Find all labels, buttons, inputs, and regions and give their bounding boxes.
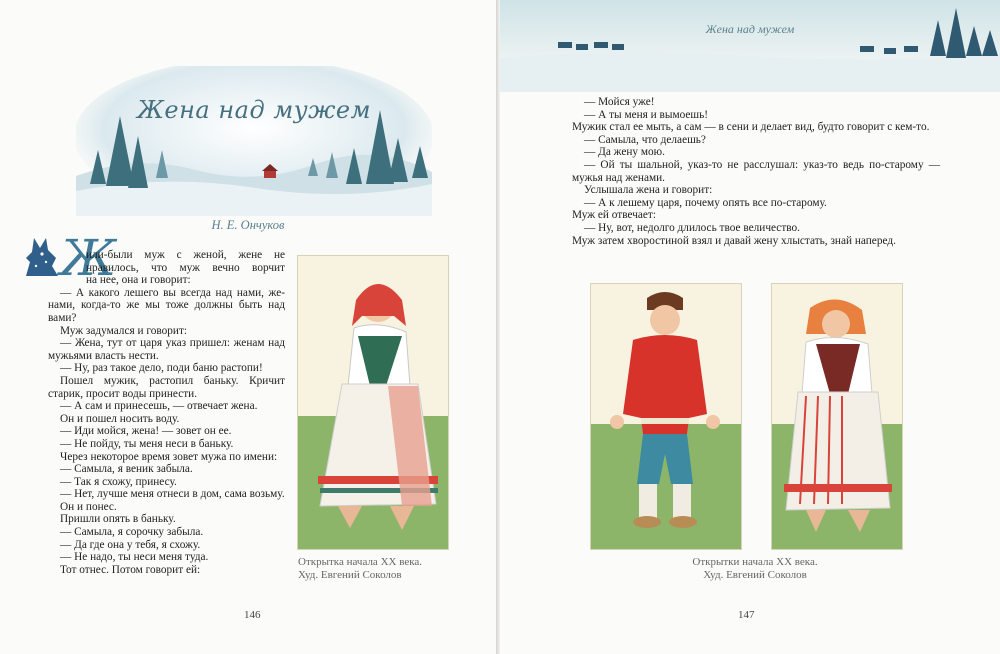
story-title: Жена над мужем	[136, 96, 372, 124]
man-figure-image	[591, 284, 741, 549]
caption-line: Худ. Евгений Соколов	[703, 569, 807, 581]
paragraph: Пошел мужик, растопил баньку. Кричит старик, просит воды принести.	[48, 374, 285, 400]
left-text-column	[48, 249, 285, 576]
paragraph: — А сам и принесешь, — отвечает жена.	[60, 400, 258, 413]
caption-line: Худ. Евгений Соколов	[298, 569, 402, 581]
paragraph: — Не надо, ты неси меня туда.	[60, 551, 209, 564]
first-line: нравилось, что муж вечно ворчит	[86, 261, 285, 274]
winter-scene-image	[76, 66, 432, 216]
first-lines	[48, 249, 285, 287]
paragraph: Он и пошел носить воду.	[60, 412, 180, 425]
paragraph: Мужик стал ее мыть, а сам — в сени и делает вид, будто говорит с кем-то.	[572, 121, 930, 134]
left-page	[0, 0, 496, 654]
paragraph: Муж ей отвечает:	[572, 209, 656, 222]
author-name: Н. Е. Ончуков	[211, 218, 285, 232]
paragraph: — Самыла, я сорочку забыла.	[60, 526, 204, 539]
paragraph: Услышала жена и говорит:	[584, 184, 713, 197]
first-line: или-были муж с женой, жене не	[86, 249, 285, 261]
paragraph: — Ой ты шальной, указ-то не расслушал: указ-то ведь по-старому — мужья над женами.	[572, 158, 940, 184]
first-line: на нее, она и говорит:	[86, 274, 191, 287]
paragraph: Через некоторое время зовет мужа по имени:	[60, 450, 278, 463]
dropcap-letter: Ж	[60, 229, 117, 287]
left-caption	[298, 556, 478, 582]
paragraph: — Нет, лучше меня отнеси в дом, сама возьму.	[60, 488, 285, 501]
paragraph: — Так я схожу, принесу.	[60, 475, 177, 488]
crying-woman-figure-image	[772, 284, 902, 549]
right-text-column	[572, 96, 940, 247]
right-caption	[670, 556, 840, 582]
paragraph: — Ну, раз такое дело, поди баню растопи!	[60, 362, 263, 375]
woman-figure-image	[298, 256, 448, 549]
caption-line: Открытки начала XX века.	[692, 556, 818, 568]
paragraph: Муж задумался и говорит:	[60, 324, 188, 337]
caption-line: Открытка начала XX века.	[298, 556, 423, 568]
paragraph: Пришли опять в баньку.	[60, 513, 176, 526]
paragraph: Тот отнес. Потом говорит ей:	[60, 563, 201, 576]
paragraph: — Ну, вот, недолго длилось твое величество.	[584, 221, 800, 234]
paragraph: — Самыла, что делаешь?	[584, 133, 706, 146]
postcard-man-in-red-shirt	[590, 283, 742, 550]
paragraph: — А к лешему царя, почему опять все по-старому.	[584, 196, 827, 209]
page-number: 147	[738, 609, 755, 621]
reindeer-landscape-image	[500, 0, 1000, 92]
page-number: 146	[244, 609, 261, 621]
winter-landscape-illustration	[76, 66, 432, 216]
postcard-woman-crying	[771, 283, 903, 550]
paragraph: — Мойся уже!	[584, 96, 655, 108]
running-head: Жена над мужем	[705, 22, 795, 36]
paragraph: — Да где она у тебя, я схожу.	[60, 538, 201, 551]
postcard-woman-laughing	[297, 255, 449, 550]
paragraph: — Жена, тут от царя указ пришел: женам над мужьями власть нести.	[48, 337, 285, 362]
paragraph: — А ты меня и вымоешь!	[584, 108, 709, 121]
paragraph: — А какого лешего вы всегда над нами, же-нами, когда-то же мы тоже должны быть над вами?	[48, 286, 285, 324]
paragraph: — Самыла, я веник забыла.	[60, 463, 193, 476]
paragraph: — Не пойду, ты меня неси в баньку.	[60, 437, 234, 450]
paragraph: Муж затем хворостиной взял и давай жену хлыстать, знай наперед.	[572, 234, 896, 247]
paragraph: Он и понес.	[60, 500, 117, 513]
paragraph: — Иди мойся, жена! — зовет он ее.	[60, 425, 232, 438]
reindeer-banner-illustration	[500, 0, 1000, 92]
right-page	[500, 0, 1000, 654]
paragraph: — Да жену мою.	[584, 146, 665, 159]
